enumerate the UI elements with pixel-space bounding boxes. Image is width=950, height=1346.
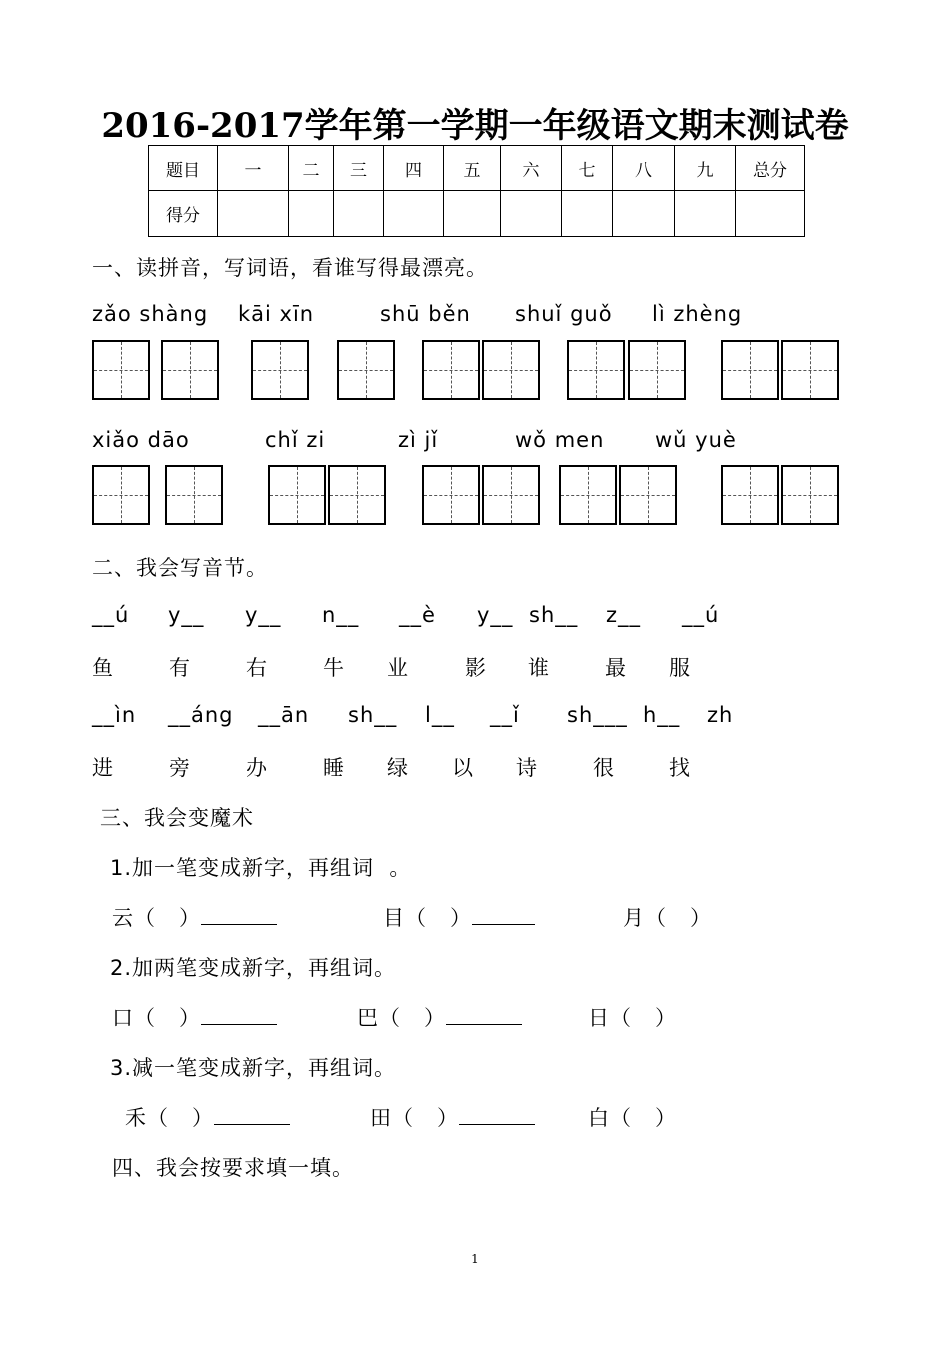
score-cell[interactable] (675, 191, 736, 237)
writing-box[interactable] (482, 465, 540, 525)
answer-blank[interactable] (201, 1002, 277, 1025)
writing-box[interactable] (619, 465, 677, 525)
score-header-cell: 题目 (149, 146, 218, 191)
writing-box[interactable] (161, 340, 219, 400)
hanzi-char: 绿 (387, 756, 409, 780)
writing-box[interactable] (721, 465, 779, 525)
hanzi-char: 找 (669, 756, 691, 780)
syllable-blank[interactable]: sh__ (348, 703, 398, 727)
pinyin-label: lì zhèng (652, 302, 743, 326)
score-cell[interactable] (289, 191, 334, 237)
score-table (148, 145, 805, 237)
answer-blank[interactable] (472, 902, 535, 925)
syllable-blank[interactable]: y__ (477, 603, 514, 627)
base-char: 云 (112, 906, 134, 930)
score-header-cell: 总分 (736, 146, 805, 191)
question-item: 口（ ） (112, 1002, 277, 1032)
pinyin-label: shuǐ guǒ (515, 302, 613, 326)
question-text: 1.加一笔变成新字，再组词 。 (110, 856, 412, 880)
score-cell[interactable] (613, 191, 675, 237)
writing-box[interactable] (92, 465, 150, 525)
question-item: 禾（ ） (125, 1102, 290, 1132)
score-header-cell: 七 (562, 146, 613, 191)
question-item: 巴（ ） (357, 1002, 522, 1032)
writing-box[interactable] (721, 340, 779, 400)
score-cell[interactable] (444, 191, 501, 237)
score-header-cell: 九 (675, 146, 736, 191)
score-cell[interactable] (736, 191, 805, 237)
answer-blank[interactable] (214, 1102, 290, 1125)
score-header-cell: 六 (501, 146, 562, 191)
hanzi-char: 睡 (323, 756, 345, 780)
base-char: 田 (370, 1106, 392, 1130)
base-char: 口 (112, 1006, 134, 1030)
score-header-cell: 二 (289, 146, 334, 191)
syllable-blank[interactable]: __ìn (92, 703, 137, 727)
hanzi-char: 右 (246, 656, 268, 680)
score-header-cell: 三 (334, 146, 384, 191)
pinyin-label: kāi xīn (238, 302, 315, 326)
writing-box[interactable] (337, 340, 395, 400)
score-header-cell: 一 (218, 146, 289, 191)
hanzi-char: 牛 (323, 656, 345, 680)
pinyin-label: wǒ men (515, 428, 605, 452)
hanzi-char: 业 (387, 656, 409, 680)
syllable-blank[interactable]: zh (707, 703, 734, 727)
writing-box[interactable] (422, 465, 480, 525)
syllable-blank[interactable]: __áng (168, 703, 234, 727)
answer-blank[interactable] (459, 1102, 535, 1125)
question-text: 2.加两笔变成新字，再组词。 (110, 956, 397, 980)
syllable-blank[interactable]: y__ (245, 603, 282, 627)
writing-box[interactable] (781, 340, 839, 400)
writing-box[interactable] (92, 340, 150, 400)
score-cell[interactable] (501, 191, 562, 237)
writing-box[interactable] (567, 340, 625, 400)
syllable-blank[interactable]: sh__ (529, 603, 579, 627)
question-item: 月（ ） (623, 906, 713, 930)
syllable-blank[interactable]: z__ (606, 603, 642, 627)
base-char: 目 (383, 906, 405, 930)
score-header-cell: 八 (613, 146, 675, 191)
score-header-cell: 四 (384, 146, 444, 191)
syllable-blank[interactable]: __è (399, 603, 436, 627)
question-text: 3.减一笔变成新字，再组词。 (110, 1056, 397, 1080)
syllable-blank[interactable]: h__ (643, 703, 681, 727)
hanzi-char: 谁 (528, 656, 550, 680)
hanzi-char: 旁 (169, 756, 191, 780)
hanzi-char: 进 (92, 756, 114, 780)
writing-box[interactable] (422, 340, 480, 400)
score-cell[interactable] (384, 191, 444, 237)
writing-box[interactable] (781, 465, 839, 525)
score-cell[interactable] (562, 191, 613, 237)
base-char: 禾 (125, 1106, 147, 1130)
pinyin-label: shū běn (380, 302, 471, 326)
hanzi-char: 以 (452, 756, 474, 780)
pinyin-label: zǎo shàng (92, 302, 209, 326)
base-char: 白 (588, 1106, 610, 1130)
question-item: 目（ ） (383, 902, 535, 932)
hanzi-char: 鱼 (92, 656, 114, 680)
writing-box[interactable] (328, 465, 386, 525)
answer-blank[interactable] (446, 1002, 522, 1025)
section4-heading: 四、我会按要求填一填。 (112, 1156, 354, 1180)
writing-box[interactable] (268, 465, 326, 525)
base-char: 日 (588, 1006, 610, 1030)
score-header-cell: 五 (444, 146, 501, 191)
writing-box[interactable] (559, 465, 617, 525)
hanzi-char: 办 (246, 756, 268, 780)
page-title: 2016-2017学年第一学期一年级语文期末测试卷 (101, 106, 849, 146)
question-item: 白（ ） (588, 1106, 678, 1130)
syllable-blank[interactable]: l__ (425, 703, 455, 727)
syllable-blank[interactable]: n__ (322, 603, 360, 627)
base-char: 月 (623, 906, 645, 930)
section3-heading: 三、我会变魔术 (100, 806, 254, 830)
pinyin-label: wǔ yuè (655, 428, 737, 452)
writing-box[interactable] (482, 340, 540, 400)
writing-box[interactable] (251, 340, 309, 400)
syllable-blank[interactable]: sh___ (567, 703, 628, 727)
hanzi-char: 诗 (516, 756, 538, 780)
hanzi-char: 服 (669, 656, 691, 680)
base-char: 巴 (357, 1006, 379, 1030)
question-item: 云（ ） (112, 902, 277, 932)
page-number: 1 (471, 1252, 479, 1266)
hanzi-char: 有 (169, 656, 191, 680)
writing-box[interactable] (628, 340, 686, 400)
hanzi-char: 影 (465, 656, 487, 680)
score-cell[interactable] (334, 191, 384, 237)
answer-blank[interactable] (201, 902, 277, 925)
syllable-blank[interactable]: __ān (258, 703, 310, 727)
score-row-label: 得分 (149, 191, 218, 237)
syllable-blank[interactable]: y__ (168, 603, 205, 627)
syllable-blank[interactable]: __ú (92, 603, 130, 627)
hanzi-char: 很 (593, 756, 615, 780)
question-item: 田（ ） (370, 1102, 535, 1132)
pinyin-label: zì jǐ (398, 428, 439, 452)
writing-box[interactable] (165, 465, 223, 525)
hanzi-char: 最 (605, 656, 627, 680)
score-cell[interactable] (218, 191, 289, 237)
section2-heading: 二、我会写音节。 (92, 556, 268, 580)
syllable-blank[interactable]: __ú (682, 603, 720, 627)
question-item: 日（ ） (588, 1006, 678, 1030)
pinyin-label: chǐ zi (265, 428, 326, 452)
syllable-blank[interactable]: __ǐ (490, 703, 520, 727)
pinyin-label: xiǎo dāo (92, 428, 190, 452)
section1-heading: 一、读拼音，写词语，看谁写得最漂亮。 (92, 256, 488, 280)
